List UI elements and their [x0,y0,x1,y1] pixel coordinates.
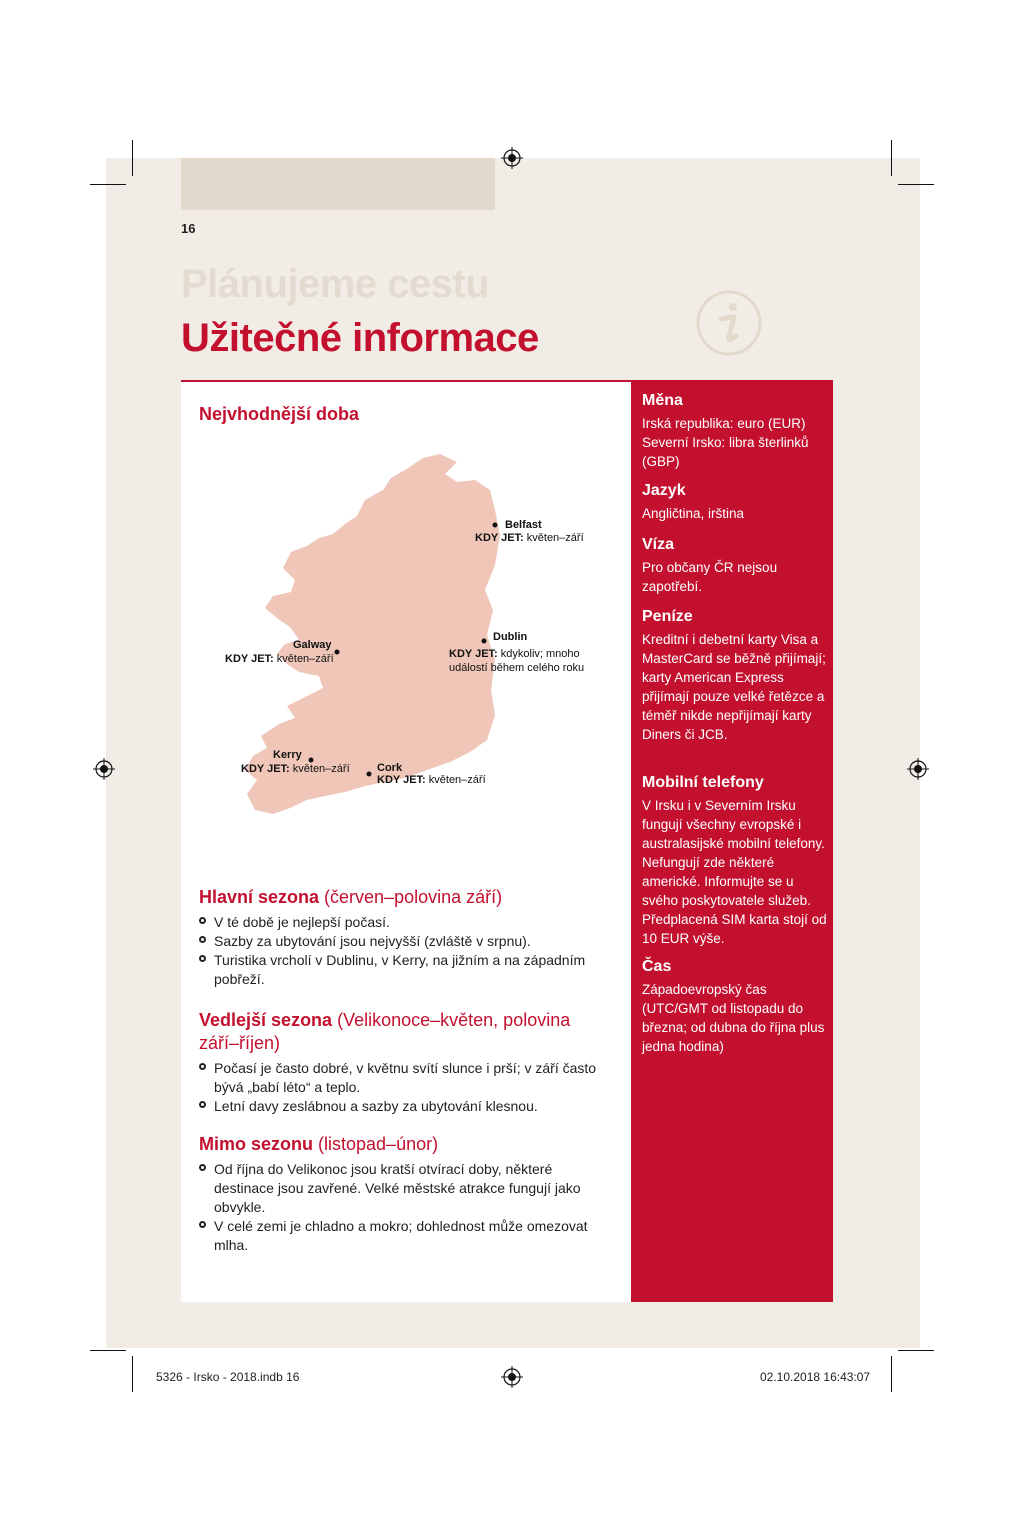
page-number: 16 [181,221,196,236]
fact-text: Pro občany ČR nejsou zapotřebí. [642,560,778,594]
when-label-cork: KDY JET: [377,774,426,786]
page-title: Užitečné informace [181,316,539,360]
when-value-galway: květen–září [276,653,334,665]
when-label-dublin: KDY JET: [449,648,498,660]
crop-mark [90,1350,126,1351]
when-label-belfast: KDY JET: [475,532,524,544]
bullet-icon [199,917,206,924]
registration-mark-icon [93,758,115,780]
crop-mark [898,184,934,185]
fact-text: Západoevropský čas (UTC/GMT od listopadu do března; od dubna do října plus jedna hodina) [642,982,825,1054]
crop-mark [90,184,126,185]
city-dot-belfast [493,523,498,528]
footer-file: 5326 - Irsko - 2018.indb 16 [156,1370,300,1384]
crop-mark [891,1356,892,1392]
list-item: Počasí je často dobré, v květnu svítí slunce i prší; v září často bývá „babí léto“ a teplo. [199,1059,614,1097]
season-period: (červen–polovina září) [319,887,503,907]
bullet-icon [199,936,206,943]
when-value-cork: květen–září [428,774,486,786]
when-value-belfast: květen–září [526,532,584,544]
when-value-kerry: květen–září [292,763,350,775]
crop-mark [132,140,133,176]
season-name: Vedlejší sezona [199,1010,333,1030]
crop-mark [898,1350,934,1351]
season-peak [199,886,614,989]
bullet-icon [199,955,206,962]
city-name-galway: Galway [293,639,332,651]
fact-text: Irská republika: euro (EUR) Severní Irsko: libra šterlinků (GBP) [642,416,809,469]
list-item: Od října do Velikonoc jsou kratší otvírací doby, některé destinace jsou zavřené. Velké městské atrakce fungují jako obvykle. [199,1160,614,1217]
chapter-kicker: Plánujeme cestu [181,262,490,306]
city-name-kerry: Kerry [273,749,302,761]
crop-mark [132,1356,133,1392]
city-name-cork: Cork [377,762,403,774]
crop-mark [891,140,892,176]
footer-date: 02.10.2018 16:43:07 [760,1370,871,1384]
svg-text:KDY JET: květen–září [241,763,350,775]
fact-text: Angličtina, irština [642,506,745,521]
chapter-tab [181,158,495,210]
city-dot-dublin [482,639,487,644]
fact-currency [642,390,827,471]
fact-visa [642,534,827,596]
ireland-map [195,440,615,840]
season-low [199,1133,614,1255]
registration-mark-icon [501,1366,523,1388]
when-value-dublin: kdykoliv; mnoho [500,648,580,660]
season-name: Mimo sezonu [199,1134,314,1154]
svg-text:KDY JET: kdykoliv; mnoho [449,648,580,660]
registration-mark-icon [501,147,523,169]
bullet-icon [199,1164,206,1171]
fact-text: V Irsku i v Severním Irsku fungují všechny evropské i australasijské mobilní telefony. Nefungují zde některé americké. Informujte se u svého poskytovatele služeb. Předplacená SIM karta stojí od 10 EUR výše. [642,798,827,946]
best-time-heading: Nejvhodnější doba [199,404,360,424]
season-name: Hlavní sezona [199,887,320,907]
list-item: Sazby za ubytování jsou nejvyšší (zvláště v srpnu). [199,932,614,951]
fact-text: Kreditní i debetní karty Visa a MasterCard se běžně přijímají; karty American Express přijímají pouze velké řetězce a téměř nikde nepřijímají karty Diners či JCB. [642,632,826,742]
info-icon [696,290,762,356]
bullet-icon [199,1101,206,1108]
svg-text:KDY JET: květen–září [377,774,486,786]
svg-text:KDY JET: květen–září [225,653,334,665]
fact-language [642,480,827,523]
fact-heading: Víza [642,536,675,553]
fact-heading: Měna [642,392,683,409]
season-period: (Velikonoce–květen, polovina září–říjen) [199,1010,571,1053]
fact-time [642,956,827,1056]
city-name-dublin: Dublin [493,631,528,643]
city-dot-galway [335,650,340,655]
fact-heading: Mobilní telefony [642,774,764,791]
list-item: Turistika vrcholí v Dublinu, v Kerry, na jižním a na západním pobřeží. [199,951,614,989]
fact-money [642,606,827,744]
svg-text:KDY JET: květen–září [475,532,584,544]
when-label-galway: KDY JET: [225,653,274,665]
when-label-kerry: KDY JET: [241,763,290,775]
fact-heading: Peníze [642,608,693,625]
city-name-belfast: Belfast [505,519,542,531]
season-shoulder [199,1009,614,1116]
list-item: V té době je nejlepší počasí. [199,913,614,932]
city-dot-cork [367,772,372,777]
city-dot-kerry [309,758,314,763]
fact-heading: Jazyk [642,482,686,499]
fact-mobile [642,772,827,948]
season-period: (listopad–únor) [313,1134,439,1154]
fact-heading: Čas [642,958,672,975]
list-item: Letní davy zeslábnou a sazby za ubytování klesnou. [199,1097,614,1116]
registration-mark-icon [907,758,929,780]
bullet-icon [199,1063,206,1070]
bullet-icon [199,1221,206,1228]
when-value-dublin-2: událostí během celého roku [449,662,585,674]
list-item: V celé zemi je chladno a mokro; dohlednost může omezovat mlha. [199,1217,614,1255]
